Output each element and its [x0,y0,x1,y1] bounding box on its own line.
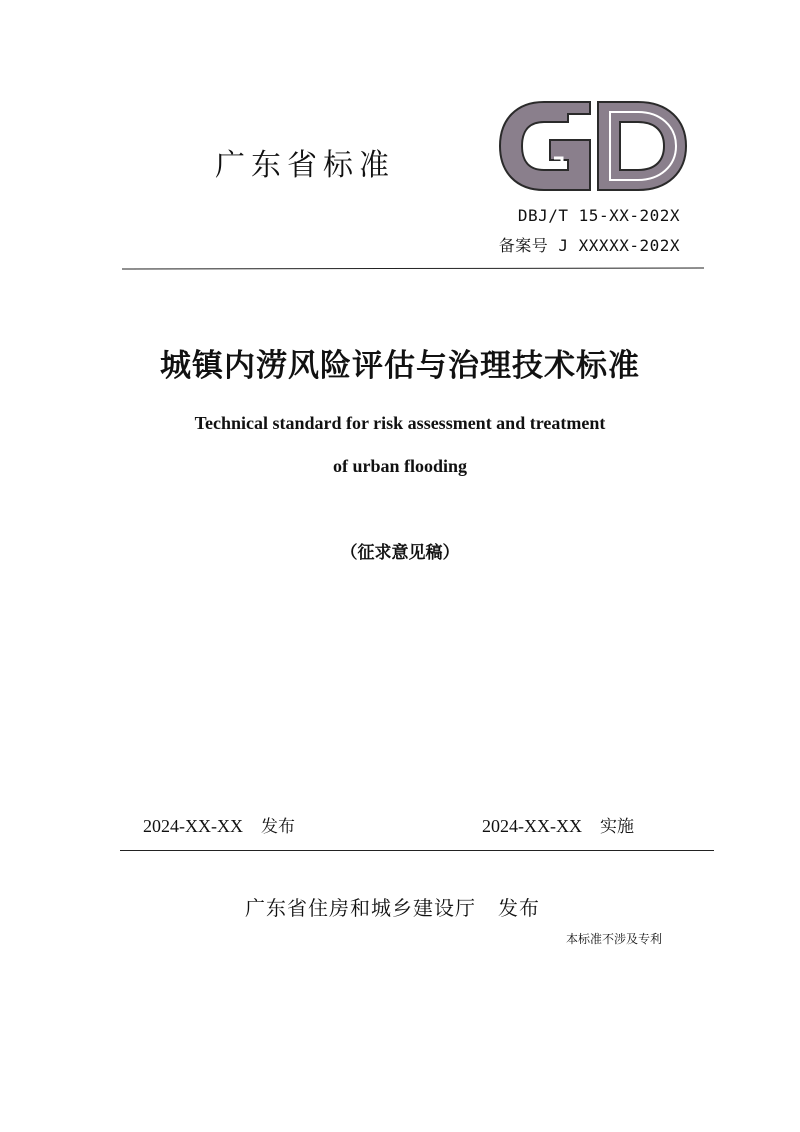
document-title-english-line1: Technical standard for risk assessment and treatment [194,413,606,433]
issuer-action: 发布 [498,896,540,920]
implement-date [482,812,634,837]
standard-code: DBJ/T 15-XX-202X [517,206,680,225]
implement-date-value: 2024-XX-XX [482,816,582,836]
issuer-name: 广东省住房和城乡建设厅 [245,896,476,920]
issuer [245,892,540,921]
publish-date [143,812,295,837]
document-title-chinese: 城镇内涝风险评估与治理技术标准 [160,348,640,384]
publish-label: 发布 [260,817,295,837]
publish-date-value: 2024-XX-XX [143,816,243,836]
record-number: 备案号 J XXXXX-202X [498,236,680,255]
draft-note: （征求意见稿） [340,543,460,563]
gd-logo-icon [498,100,688,192]
standard-level-title: 广东省标准 [215,148,395,183]
implement-label: 实施 [599,817,634,837]
footer-divider [120,850,714,851]
patent-note: 本标准不涉及专利 [566,932,663,946]
document-title-english-line2: of urban flooding [332,456,468,476]
header-divider [122,267,704,269]
